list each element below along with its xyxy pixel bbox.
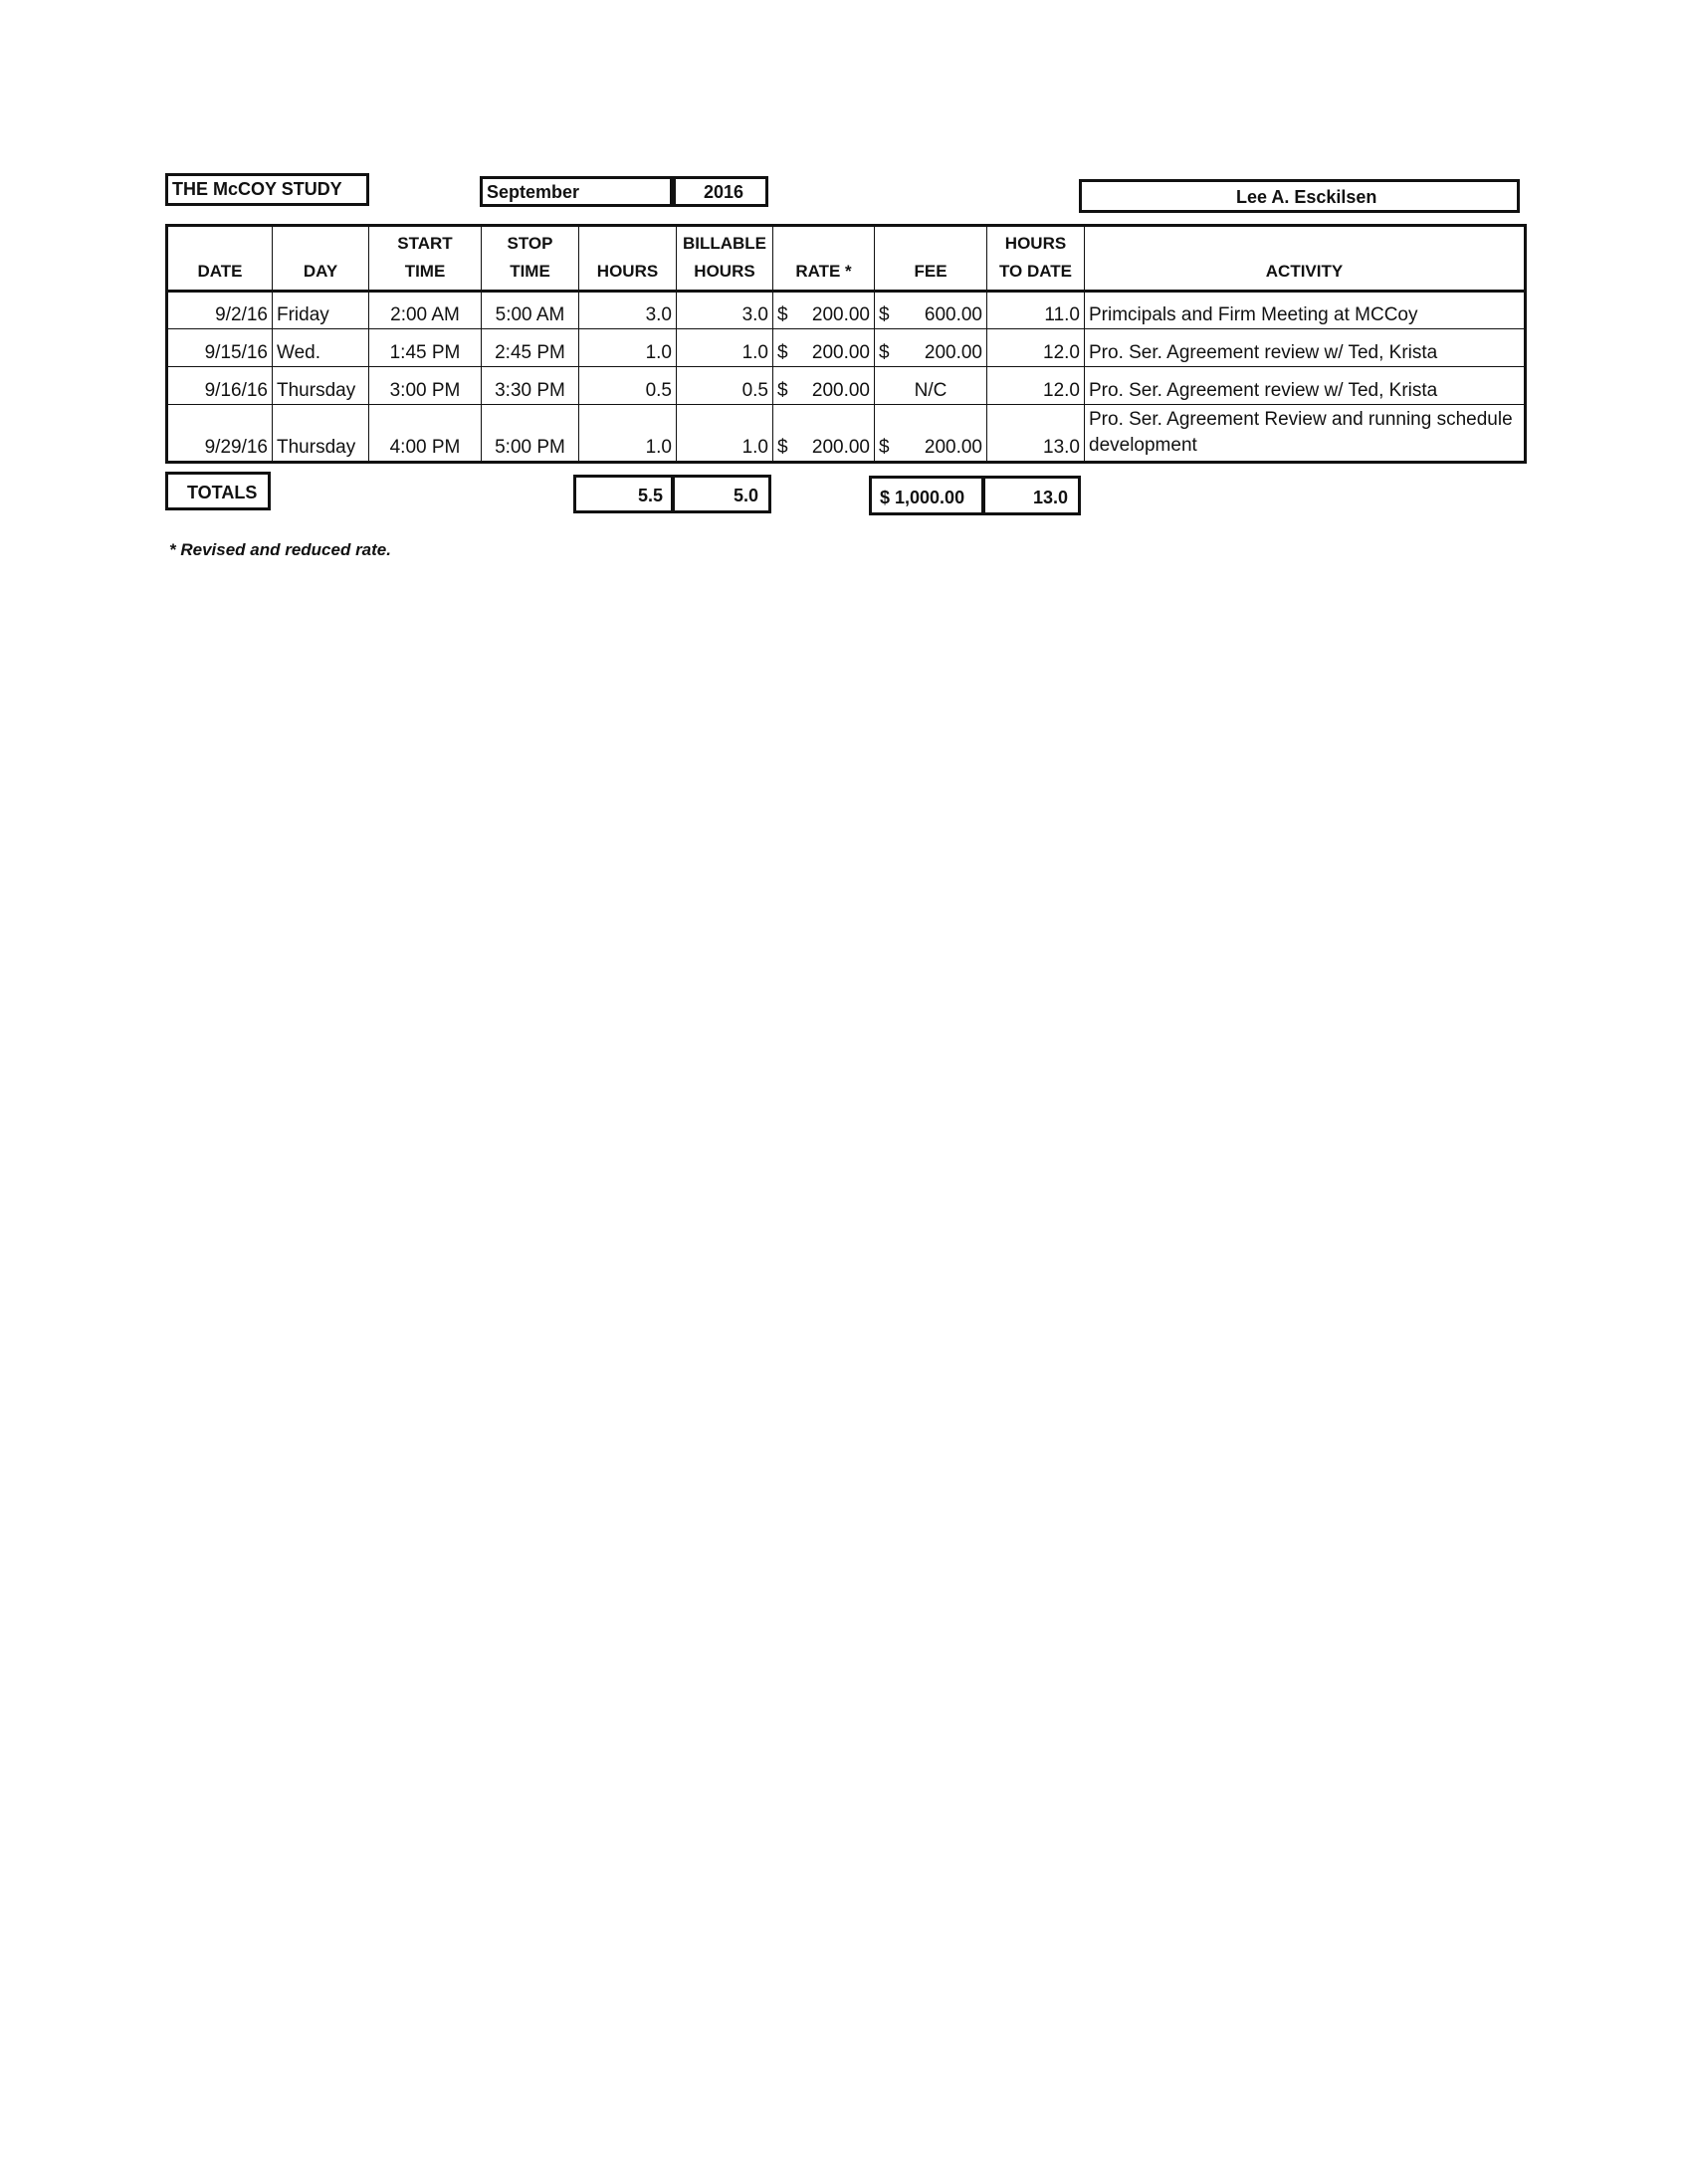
cell-stop: 5:00 PM xyxy=(482,405,579,463)
year: 2016 xyxy=(704,182,744,202)
cell-billable: 1.0 xyxy=(677,329,773,367)
totals-label: TOTALS xyxy=(187,483,258,502)
table-row xyxy=(167,367,1526,405)
total-hours-box xyxy=(573,475,674,513)
cell-hours: 1.0 xyxy=(579,329,677,367)
cell-stop: 3:30 PM xyxy=(482,367,579,405)
table-row xyxy=(167,405,1526,463)
cell-day: Wed. xyxy=(273,329,369,367)
footnote: * Revised and reduced rate. xyxy=(169,540,391,559)
cell-billable: 3.0 xyxy=(677,292,773,329)
cell-fee: N/C xyxy=(875,367,987,405)
cell-to-date: 13.0 xyxy=(987,405,1085,463)
total-to-date: 13.0 xyxy=(1032,488,1068,507)
cell-billable: 1.0 xyxy=(677,405,773,463)
cell-date: 9/15/16 xyxy=(167,329,273,367)
cell-rate: $ 200.00 xyxy=(773,329,875,367)
col-billable-hours: BILLABLE HOURS xyxy=(677,226,773,292)
cell-to-date: 12.0 xyxy=(987,367,1085,405)
table-row xyxy=(167,329,1526,367)
col-start-time: START TIME xyxy=(369,226,482,292)
total-to-date-box xyxy=(982,476,1081,515)
cell-fee: $ 200.00 xyxy=(875,329,987,367)
total-fee: $ 1,000.00 xyxy=(880,488,965,507)
cell-rate: $ 200.00 xyxy=(773,405,875,463)
cell-start: 2:00 AM xyxy=(369,292,482,329)
cell-date: 9/2/16 xyxy=(167,292,273,329)
time-log-table xyxy=(165,224,1527,464)
totals-label-box xyxy=(165,472,271,510)
col-fee: FEE xyxy=(875,226,987,292)
col-rate: RATE * xyxy=(773,226,875,292)
total-hours: 5.5 xyxy=(637,486,663,505)
month: September xyxy=(487,182,580,202)
cell-hours: 3.0 xyxy=(579,292,677,329)
cell-hours: 0.5 xyxy=(579,367,677,405)
cell-activity: Pro. Ser. Agreement review w/ Ted, Krista xyxy=(1085,367,1526,405)
col-hours: HOURS xyxy=(579,226,677,292)
col-stop-time: STOP TIME xyxy=(482,226,579,292)
table-row xyxy=(167,292,1526,329)
study-title: THE McCOY STUDY xyxy=(172,179,342,199)
cell-day: Thursday xyxy=(273,405,369,463)
cell-rate: $ 200.00 xyxy=(773,367,875,405)
cell-stop: 2:45 PM xyxy=(482,329,579,367)
cell-to-date: 11.0 xyxy=(987,292,1085,329)
person-name: Lee A. Esckilsen xyxy=(1236,187,1377,207)
cell-hours: 1.0 xyxy=(579,405,677,463)
cell-activity: Pro. Ser. Agreement review w/ Ted, Krista xyxy=(1085,329,1526,367)
cell-billable: 0.5 xyxy=(677,367,773,405)
col-hours-to-date: HOURS TO DATE xyxy=(987,226,1085,292)
name-box xyxy=(1079,179,1520,213)
col-activity: ACTIVITY xyxy=(1085,226,1526,292)
cell-day: Thursday xyxy=(273,367,369,405)
total-billable: 5.0 xyxy=(733,486,758,505)
cell-activity: Primcipals and Firm Meeting at MCCoy xyxy=(1085,292,1526,329)
year-box xyxy=(673,176,768,207)
table-header-row xyxy=(167,226,1526,292)
month-box xyxy=(480,176,673,207)
cell-fee: $ 200.00 xyxy=(875,405,987,463)
cell-day: Friday xyxy=(273,292,369,329)
total-fee-box xyxy=(869,476,984,515)
cell-activity: Pro. Ser. Agreement Review and running schedule development xyxy=(1085,405,1526,463)
cell-to-date: 12.0 xyxy=(987,329,1085,367)
cell-rate: $ 200.00 xyxy=(773,292,875,329)
cell-start: 3:00 PM xyxy=(369,367,482,405)
col-date: DATE xyxy=(167,226,273,292)
cell-date: 9/29/16 xyxy=(167,405,273,463)
cell-stop: 5:00 AM xyxy=(482,292,579,329)
total-billable-box xyxy=(672,475,771,513)
study-title-box xyxy=(165,173,369,206)
cell-start: 4:00 PM xyxy=(369,405,482,463)
cell-fee: $ 600.00 xyxy=(875,292,987,329)
cell-date: 9/16/16 xyxy=(167,367,273,405)
col-day: DAY xyxy=(273,226,369,292)
cell-start: 1:45 PM xyxy=(369,329,482,367)
